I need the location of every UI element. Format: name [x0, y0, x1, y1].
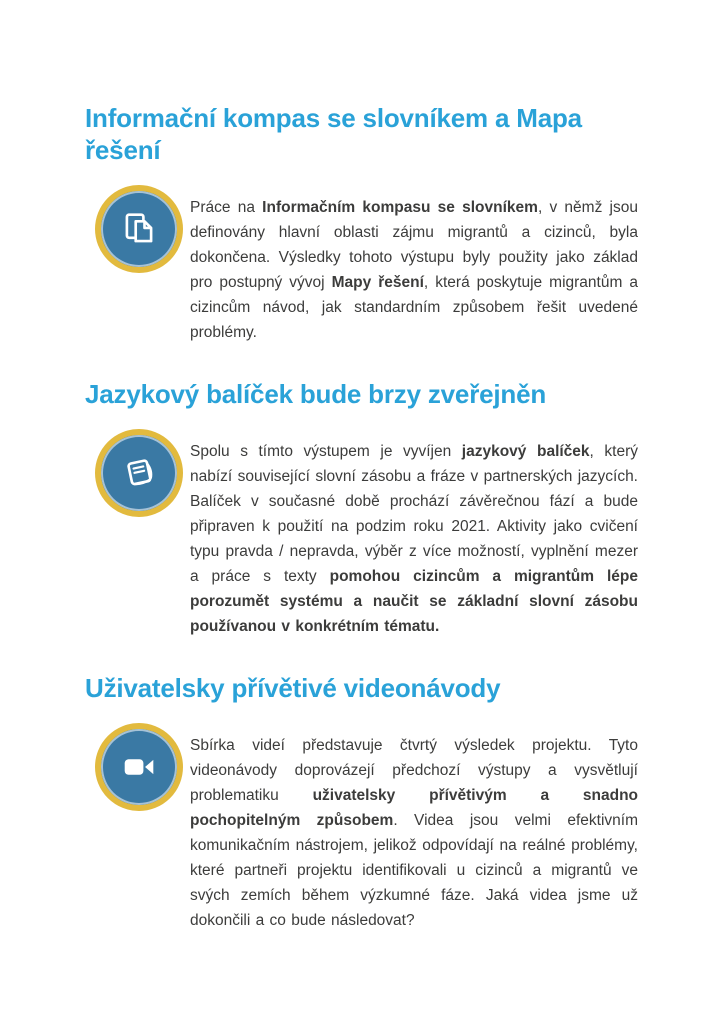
- text-run: , v němž jsou definovány hlavní oblasti zájmu migrantů a cizinců, byla dokončena. Výsledky tohoto výstupu byly použity jako základ pro postupný vývoj: [190, 198, 638, 291]
- bold-text-run: Informačním kompasu se slovníkem: [262, 198, 538, 216]
- section-heading: Uživatelsky přívětivé videonávody: [85, 673, 501, 703]
- section-paragraph: [190, 439, 638, 639]
- icon-circle: [95, 723, 183, 811]
- section-body: [95, 423, 638, 654]
- text-run: . Videa jsou velmi efektivním komunikačním nástrojem, jelikož odpovídají na reálné problémy, které partneři projektu identifikovali u cizinců a migrantů ve svých zemích během výzkumné fáze. Jaká videa jsme už dokončili a co bude následovat?: [190, 811, 638, 929]
- section-videonavody: [0, 672, 724, 948]
- book-icon: [117, 451, 161, 495]
- text-run: Spolu s tímto výstupem je vyvíjen: [190, 442, 462, 460]
- section-informacni-kompas: [0, 102, 724, 360]
- text-run: Sbírka videí představuje čtvrtý výsledek projektu. Tyto videonávody doprovázejí předchozí výstupy a vysvětlují problematiku: [190, 736, 638, 804]
- bold-text-run: pomohou cizincům a migrantům lépe porozumět systému a naučit se základní slovní zásobu používanou v konkrétním tématu.: [190, 567, 638, 635]
- section-body: [95, 717, 638, 948]
- section-jazykovy-balicek: [0, 378, 724, 654]
- bold-text-run: jazykový balíček: [461, 442, 590, 460]
- video-camera-icon: [117, 745, 161, 789]
- text-run: Práce na: [190, 198, 263, 216]
- text-run: , který nabízí související slovní zásobu a fráze v partnerských jazycích. Balíček v současné době prochází závěrečnou fází a bude připraven k použití na podzim roku 2021. Aktivity jako cvičení typu pravda / nepravda, výběr z více možností, vyplnění mezer a práce s texty: [190, 442, 638, 585]
- icon-circle: [95, 429, 183, 517]
- bold-text-run: Mapy řešení: [331, 273, 424, 291]
- bold-text-run: uživatelsky přívětivým a snadno pochopitelným způsobem: [190, 786, 639, 829]
- section-body: [95, 179, 638, 360]
- copy-document-icon: [117, 207, 161, 251]
- icon-circle: [95, 185, 183, 273]
- text-run: , která poskytuje migrantům a cizincům návod, jak standardním způsobem řešit uvedené problémy.: [190, 273, 638, 341]
- section-heading: Informační kompas se slovníkem a Mapa řešení: [85, 103, 582, 165]
- section-paragraph: [190, 195, 638, 345]
- section-heading: Jazykový balíček bude brzy zveřejněn: [85, 379, 547, 409]
- section-paragraph: [190, 733, 638, 933]
